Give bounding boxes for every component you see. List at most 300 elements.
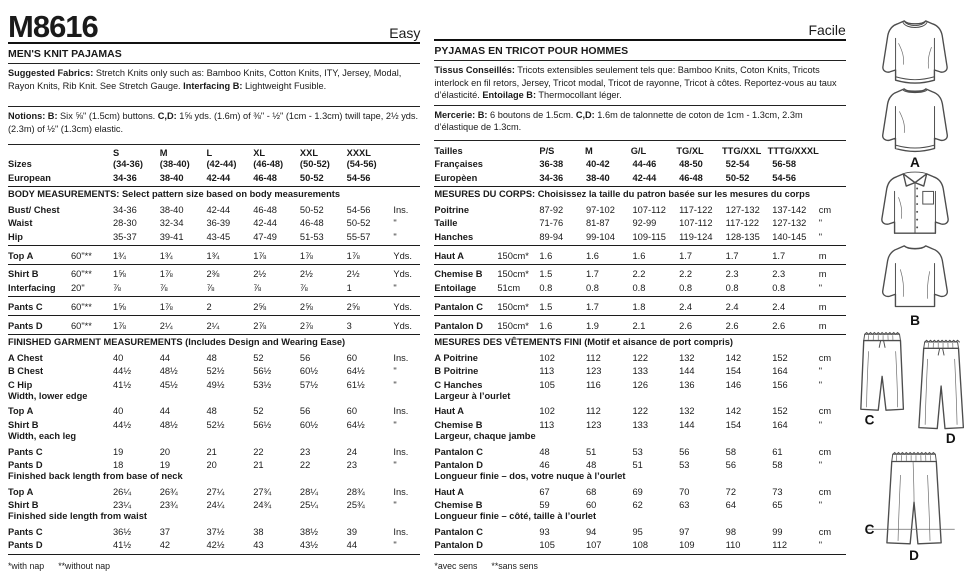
- value-cell: 23¾: [159, 500, 178, 511]
- value-cell: 67: [539, 486, 550, 497]
- row-label: Pants C: [8, 301, 43, 312]
- value-cell: 56½: [253, 419, 272, 430]
- value-cell: 57½: [299, 379, 319, 390]
- table-row: [434, 248, 845, 265]
- row-label: Hip: [8, 231, 23, 242]
- table-row: [434, 444, 845, 457]
- value-cell: 46-48: [253, 172, 277, 183]
- value-cell: 38: [253, 526, 264, 537]
- value-cell: 60: [346, 352, 357, 363]
- value-cell: 2⅝: [346, 301, 360, 312]
- value-cell: 48: [206, 352, 217, 363]
- value-cell: 47-49: [253, 231, 277, 242]
- table-row: [8, 216, 420, 229]
- value-cell: 1¾: [113, 250, 126, 261]
- value-cell: 126: [632, 379, 649, 390]
- table-row: [434, 267, 845, 280]
- value-cell: 1.7: [585, 301, 599, 312]
- value-cell: 70: [679, 486, 690, 497]
- value-cell: 52: [253, 406, 264, 417]
- width-spec: 60"**: [71, 269, 92, 280]
- row-label: Pants D: [8, 460, 43, 470]
- english-column: [8, 8, 420, 575]
- table-row: [434, 458, 845, 471]
- row-label: Sizes: [8, 159, 32, 170]
- value-cell: 99: [772, 526, 783, 537]
- value-cell: 1.5: [539, 301, 553, 312]
- row-label: Shirt B: [8, 419, 39, 430]
- value-cell: 64½: [346, 419, 365, 430]
- unit-cell: Ins.: [393, 352, 409, 363]
- unit-cell: ": [393, 500, 397, 511]
- value-cell: 23: [346, 460, 357, 470]
- footnote-sans-sens: **sans sens: [491, 561, 538, 571]
- value-cell: 98: [725, 526, 736, 537]
- table-row: [434, 229, 845, 246]
- value-cell: 62: [632, 500, 643, 511]
- value-cell: 127-132: [725, 204, 760, 215]
- value-cell: 1.6: [632, 250, 646, 261]
- row-label: C Hanches: [434, 379, 483, 390]
- value-cell: 24: [346, 446, 357, 457]
- table-row: [434, 404, 845, 417]
- value-cell: 2.2: [679, 269, 693, 280]
- size-name: XL: [253, 148, 266, 159]
- value-cell: 54-56: [346, 172, 371, 183]
- value-cell: 113: [539, 366, 555, 377]
- value-cell: 0.8: [585, 282, 599, 293]
- value-cell: 63: [679, 500, 690, 511]
- value-cell: 164: [772, 366, 788, 377]
- value-cell: 81-87: [585, 218, 610, 229]
- value-cell: M: [585, 145, 593, 156]
- row-label: Tailles: [434, 145, 463, 156]
- value-cell: 21: [206, 446, 217, 457]
- value-cell: 46-48: [679, 172, 703, 183]
- title-fr: PYJAMAS EN TRICOT POUR HOMMES: [434, 41, 845, 61]
- size-name: L: [206, 148, 213, 159]
- table-row: [8, 229, 420, 246]
- value-cell: 53: [679, 460, 690, 470]
- footnote-avec-sens: *avec sens: [434, 561, 478, 571]
- value-cell: 133: [632, 419, 649, 430]
- value-cell: 117-122: [679, 204, 713, 215]
- value-cell: 60½: [299, 366, 319, 377]
- table-row: [8, 485, 420, 498]
- unit-cell: ": [393, 460, 397, 470]
- unit-cell: Ins.: [393, 204, 409, 215]
- unit-cell: ": [818, 379, 823, 390]
- value-cell: 48½: [159, 419, 178, 430]
- table-section-row: Finished side length from waist: [8, 511, 147, 522]
- value-cell: 48: [585, 460, 597, 470]
- value-cell: 128-135: [725, 231, 760, 242]
- table-row: [434, 157, 845, 170]
- value-cell: 20: [206, 460, 217, 470]
- difficulty-label-en: Easy: [389, 25, 421, 42]
- value-cell: 119-124: [679, 231, 713, 242]
- value-cell: 102: [539, 406, 555, 417]
- size-range: (42-44): [206, 159, 237, 170]
- size-cell: [300, 148, 347, 170]
- unit-cell: ": [393, 282, 397, 293]
- unit-cell: ": [818, 419, 823, 430]
- pattern-number: M8616: [8, 9, 98, 45]
- unit-cell: Yds.: [393, 269, 412, 280]
- value-cell: 20: [159, 446, 171, 457]
- value-cell: 50-52: [725, 172, 750, 183]
- value-cell: 46-48: [299, 218, 324, 229]
- row-label: Pants C: [8, 446, 43, 457]
- value-cell: 2½: [346, 269, 360, 280]
- notions-paragraph-fr: Mercerie: B: 6 boutons de 1.5cm. C,D: 1.6m de talonnette de coton de 1cm - 1.3cm, 2.3m d’élastique de 1.3cm.: [434, 106, 845, 141]
- value-cell: 46-48: [253, 204, 277, 215]
- back-view-label-d: D: [909, 548, 919, 564]
- value-cell: 154: [725, 419, 742, 430]
- value-cell: 2⅜: [206, 269, 220, 280]
- value-cell: 71-76: [539, 218, 564, 229]
- value-cell: 99-104: [585, 231, 615, 242]
- row-label: Pantalon C: [434, 446, 483, 457]
- value-cell: 28¾: [346, 486, 365, 497]
- width-spec: 60"**: [71, 250, 92, 261]
- value-cell: 144: [679, 366, 695, 377]
- value-cell: 73: [772, 486, 783, 497]
- view-label-c: C: [864, 412, 875, 428]
- french-column: [434, 8, 845, 575]
- value-cell: 50-52: [299, 204, 324, 215]
- width-spec: 150cm*: [497, 320, 529, 331]
- width-spec: 51cm: [497, 282, 521, 293]
- table-row: [434, 144, 845, 157]
- value-cell: 22: [299, 460, 311, 470]
- value-cell: 43½: [299, 540, 319, 551]
- table-row: [8, 404, 420, 417]
- table-row: [8, 498, 420, 511]
- table-section-row: Largeur à l’ourlet: [434, 390, 511, 401]
- row-label: Hanches: [434, 231, 474, 242]
- value-cell: 0.8: [772, 282, 786, 293]
- value-cell: 24¼: [206, 500, 225, 511]
- value-cell: 146: [725, 379, 742, 390]
- value-cell: 2½: [299, 269, 313, 280]
- value-cell: 46: [539, 460, 550, 470]
- value-cell: 42: [159, 540, 171, 551]
- value-cell: 22: [253, 446, 264, 457]
- value-cell: 58: [772, 460, 783, 470]
- value-cell: 97: [679, 526, 690, 537]
- title-en: MEN'S KNIT PAJAMAS: [8, 44, 420, 64]
- value-cell: 117-122: [725, 218, 760, 229]
- value-cell: 1⅞: [253, 250, 267, 261]
- table-row: [8, 299, 420, 316]
- table-row: [434, 203, 845, 216]
- table-section-row: Longueur finie – dos, votre nuque à l’ourlet: [434, 471, 626, 482]
- table-row: [8, 525, 420, 538]
- value-cell: 26¾: [159, 486, 178, 497]
- value-cell: 72: [725, 486, 736, 497]
- unit-cell: cm: [818, 406, 832, 417]
- value-cell: 142: [725, 406, 742, 417]
- value-cell: 34-36: [113, 204, 137, 215]
- value-cell: 49½: [206, 379, 225, 390]
- value-cell: 154: [725, 366, 742, 377]
- table-row: [434, 498, 845, 511]
- value-cell: 1.6: [585, 250, 599, 261]
- value-cell: 2.4: [679, 301, 693, 312]
- value-cell: 56½: [253, 366, 272, 377]
- table-row: [8, 248, 420, 265]
- row-label: Pants D: [8, 540, 43, 551]
- value-cell: 2¼: [159, 320, 173, 331]
- illustration-top-a-front: [860, 18, 970, 86]
- table-row: [8, 458, 420, 471]
- unit-cell: Yds.: [393, 250, 412, 261]
- size-cell: [160, 148, 207, 170]
- value-cell: 2⅝: [299, 301, 313, 312]
- value-cell: 21: [253, 460, 264, 470]
- table-row: [434, 170, 845, 187]
- size-name: S: [113, 148, 120, 159]
- value-cell: 58: [725, 446, 736, 457]
- value-cell: 2: [206, 301, 212, 312]
- value-cell: 56: [299, 406, 311, 417]
- table-row: [8, 203, 420, 216]
- value-cell: 23: [299, 446, 311, 457]
- table-row: [434, 281, 845, 298]
- size-cell: [253, 148, 300, 170]
- value-cell: 112: [772, 540, 788, 551]
- difficulty-label-fr: Facile: [808, 22, 846, 39]
- value-cell: 109-115: [632, 231, 666, 242]
- value-cell: 1.7: [725, 250, 739, 261]
- value-cell: 61: [772, 446, 783, 457]
- view-label-b: B: [909, 313, 920, 328]
- value-cell: 54-56: [346, 204, 371, 215]
- size-range: (46-48): [253, 159, 284, 170]
- unit-cell: ": [393, 540, 397, 551]
- measurement-table-fr: [434, 141, 845, 557]
- unit-cell: m: [818, 320, 827, 331]
- unit-cell: ": [393, 218, 397, 229]
- footnote-fr: [434, 557, 845, 575]
- value-cell: 48: [206, 406, 217, 417]
- back-view-label-c: C: [864, 522, 875, 538]
- table-row: [434, 299, 845, 316]
- value-cell: 38-40: [585, 172, 610, 183]
- table-section-row: MESURES DES VÊTEMENTS FINI (Motif et aisance de port compris): [434, 337, 733, 348]
- value-cell: 60½: [299, 419, 319, 430]
- value-cell: 44½: [113, 419, 132, 430]
- value-cell: G/L: [630, 145, 647, 156]
- value-cell: 44: [159, 406, 171, 417]
- unit-cell: Yds.: [393, 320, 412, 331]
- value-cell: 1: [346, 282, 352, 293]
- value-cell: 64: [725, 500, 736, 511]
- value-cell: 38-40: [159, 172, 184, 183]
- value-cell: 53: [632, 446, 643, 457]
- value-cell: 97-102: [585, 204, 615, 215]
- unit-cell: cm: [818, 204, 832, 215]
- table-section-row: MESURES DU CORPS: Choisissez la taille du patron basée sur les mesures du corps: [434, 189, 810, 200]
- value-cell: 144: [679, 419, 695, 430]
- value-cell: 2⅞: [253, 320, 267, 331]
- value-cell: 38½: [299, 526, 319, 537]
- value-cell: 2½: [253, 269, 267, 280]
- width-spec: 20": [71, 282, 85, 293]
- value-cell: 40: [113, 352, 124, 363]
- row-label: Europèen: [434, 172, 478, 183]
- table-section-row: Finished back length from base of neck: [8, 471, 183, 482]
- value-cell: 87-92: [539, 204, 564, 215]
- value-cell: 50-52: [299, 172, 324, 183]
- value-cell: 107-112: [632, 204, 666, 215]
- value-cell: 0.8: [725, 282, 739, 293]
- row-label: Pants D: [8, 320, 43, 331]
- value-cell: 105: [539, 540, 555, 551]
- value-cell: 1⅞: [159, 301, 173, 312]
- french-header: [434, 8, 845, 41]
- value-cell: 69: [632, 486, 643, 497]
- fabrics-paragraph-fr: Tissus Conseillés: Tricots extensibles seulement tels que: Bamboo Knits, Coton Knits, Tricots interlock en fil retors, Jersey, Tricot modal, Tricot de rayonne, Tricot à côtes. Reportez-vous au taux d’élasticité. Entoilage B: Thermocollant léger.: [434, 61, 845, 105]
- value-cell: 56: [679, 446, 690, 457]
- value-cell: 1⅝: [113, 269, 126, 280]
- unit-cell: Ins.: [393, 486, 409, 497]
- table-row: [8, 377, 420, 390]
- value-cell: ⅞: [206, 282, 215, 293]
- value-cell: 25¾: [346, 500, 365, 511]
- value-cell: 48-50: [679, 159, 703, 170]
- row-label: Entoilage: [434, 282, 477, 293]
- row-label: Françaises: [434, 159, 483, 170]
- value-cell: 1⅝: [113, 301, 126, 312]
- value-cell: ⅞: [253, 282, 261, 293]
- value-cell: 38-40: [159, 204, 184, 215]
- table-row: [8, 170, 420, 187]
- value-cell: 95: [632, 526, 643, 537]
- unit-cell: Ins.: [393, 446, 409, 457]
- value-cell: 64½: [346, 366, 365, 377]
- illustration-column: [852, 8, 978, 575]
- row-label: Top A: [8, 406, 34, 417]
- value-cell: 43: [253, 540, 264, 551]
- table-row: [434, 538, 845, 555]
- illustration-top-a-back: [860, 86, 970, 170]
- row-label: Chemise B: [434, 269, 483, 280]
- row-label: Taille: [434, 218, 458, 229]
- value-cell: 2.3: [772, 269, 786, 280]
- unit-cell: cm: [818, 486, 832, 497]
- value-cell: 27¾: [253, 486, 272, 497]
- value-cell: 92-99: [632, 218, 657, 229]
- value-cell: 132: [679, 352, 695, 363]
- illustration-pants-back: [861, 446, 969, 568]
- notions-paragraph-en: Notions: B: Six ⅝" (1.5cm) buttons. C,D: 1⅝ yds. (1.6m) of ⅜" - ½" (1cm - 1.3cm) twill tape, 2½ yds. (2.3m) of ½" (1.3cm) elastic.: [8, 107, 420, 145]
- value-cell: 60: [585, 500, 597, 511]
- unit-cell: ": [818, 282, 823, 293]
- row-label: Waist: [8, 218, 33, 229]
- value-cell: 42-44: [206, 204, 231, 215]
- value-cell: TTTG/XXXL: [767, 145, 819, 156]
- value-cell: 0.8: [632, 282, 646, 293]
- unit-cell: cm: [818, 446, 832, 457]
- value-cell: 41½: [113, 379, 132, 390]
- value-cell: 53½: [253, 379, 272, 390]
- row-label: Poitrine: [434, 204, 469, 215]
- value-cell: 132: [679, 406, 695, 417]
- row-label: Shirt B: [8, 269, 39, 280]
- row-label: Pantalon D: [434, 460, 483, 470]
- unit-cell: ": [818, 500, 823, 511]
- value-cell: 127-132: [772, 218, 807, 229]
- value-cell: 2.4: [772, 301, 786, 312]
- footnote-without-nap: **without nap: [58, 561, 111, 571]
- table-row: [8, 148, 420, 170]
- footnote-en: [8, 557, 420, 575]
- value-cell: 54-56: [772, 172, 796, 183]
- unit-cell: ": [393, 231, 397, 242]
- value-cell: 25¼: [299, 500, 319, 511]
- value-cell: 107-112: [679, 218, 713, 229]
- value-cell: 39-41: [159, 231, 184, 242]
- row-label: European: [8, 172, 51, 183]
- value-cell: 1.7: [585, 269, 599, 280]
- row-label: Interfacing: [8, 282, 56, 293]
- value-cell: 1⅞: [299, 250, 313, 261]
- size-range: (54-56): [346, 159, 377, 170]
- value-cell: 123: [585, 366, 602, 377]
- value-cell: 19: [159, 460, 171, 470]
- row-label: A Chest: [8, 352, 43, 363]
- row-label: Haut A: [434, 250, 465, 261]
- table-section-row: Largeur, chaque jambe: [434, 430, 536, 441]
- value-cell: 56: [725, 460, 736, 470]
- unit-cell: m: [818, 269, 827, 280]
- value-cell: 133: [632, 366, 649, 377]
- unit-cell: cm: [818, 352, 832, 363]
- width-spec: 150cm*: [497, 250, 529, 261]
- value-cell: 2.1: [632, 320, 646, 331]
- value-cell: 137-142: [772, 204, 807, 215]
- row-label: Haut A: [434, 406, 465, 417]
- value-cell: 44-46: [632, 159, 657, 170]
- row-label: Chemise B: [434, 500, 483, 511]
- measurement-table-en: [8, 145, 420, 557]
- value-cell: 44: [159, 352, 171, 363]
- value-cell: 2⅝: [253, 301, 267, 312]
- unit-cell: ": [393, 366, 397, 377]
- row-label: Pantalon D: [434, 540, 483, 551]
- view-label-a: A: [909, 155, 920, 170]
- value-cell: 32-34: [159, 218, 184, 229]
- value-cell: 23¼: [113, 500, 132, 511]
- value-cell: 2.2: [632, 269, 646, 280]
- view-label-d: D: [945, 431, 956, 446]
- value-cell: 48: [539, 446, 550, 457]
- row-label: Shirt B: [8, 500, 39, 511]
- value-cell: 34-36: [539, 172, 564, 183]
- value-cell: 36-39: [206, 218, 231, 229]
- table-row: [434, 216, 845, 229]
- value-cell: 108: [632, 540, 649, 551]
- value-cell: 110: [725, 540, 741, 551]
- value-cell: 68: [585, 486, 597, 497]
- size-cell: [347, 148, 394, 170]
- size-cell: [206, 148, 253, 170]
- value-cell: 42-44: [206, 172, 231, 183]
- value-cell: 113: [539, 419, 555, 430]
- value-cell: 2.6: [679, 320, 693, 331]
